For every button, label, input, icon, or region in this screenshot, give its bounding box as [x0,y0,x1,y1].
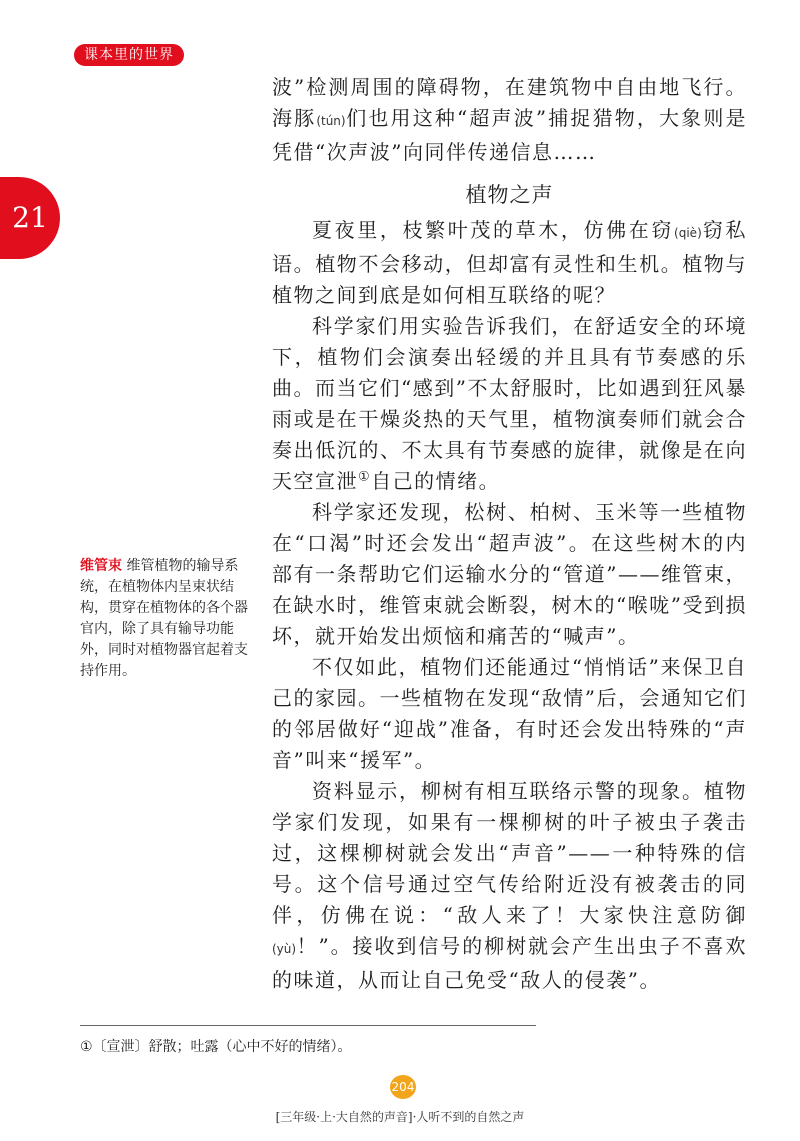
pinyin-annotation: (qiè) [674,226,702,240]
pinyin-annotation: (tún) [316,114,346,128]
paragraph-5: 资料显示，柳树有相互联络示警的现象。植物学家们发现，如果有一棵柳树的叶子被虫子袭击过，这棵柳树就会发出“声音”——一种特殊的信号。这个信号通过空气传给附近没有被袭击的同伴，仿佛在说：“敌人来了！大家快注意防御(yù)！”。接收到信号的柳树就会产生出虫子不喜欢的味道，从而让自己免受“敌人的侵袭”。 [272,779,747,992]
main-text [272,72,747,996]
pinyin-annotation: (yù) [272,942,297,956]
paragraph-2: 科学家们用实验告诉我们，在舒适安全的环境下，植物们会演奏出轻缓的并且具有节奏感的乐曲。而当它们“感到”不太舒服时，比如遇到狂风暴雨或是在干燥炎热的天气里，植物演奏师们就会合奏出低沉的、不太具有节奏感的旋律，就像是在向天空宣泄①自己的情绪。 [272,314,747,493]
margin-note-term: 维管束 [80,558,122,574]
chapter-number-tab: 21 [0,177,60,259]
footnote-marker: ① [358,469,372,485]
margin-note-text: 维管植物的输导系统，在植物体内呈束状结构，贯穿在植物体的各个器官内，除了具有输导功能外，同时对植物器官起着支持作用。 [80,558,248,679]
series-label: 课本里的世界 [74,44,184,66]
page-number-badge: 204 [390,1075,416,1099]
paragraph-3: 科学家还发现，松树、柏树、玉米等一些植物在“口渴”时还会发出“超声波”。在这些树木的内部有一条帮助它们运输水分的“管道”——维管束，在缺水时，维管束就会断裂，树木的“喉咙”受到损坏，就开始发出烦恼和痛苦的“喊声”。 [272,500,747,648]
section-title: 植物之声 [465,183,554,207]
paragraph-intro: 波”检测周围的障碍物，在建筑物中自由地飞行。海豚(tún)们也用这种“超声波”捕捉猎物，大象则是凭借“次声波”向同伴传递信息…… [272,75,747,164]
paragraph-4: 不仅如此，植物们还能通过“悄悄话”来保卫自己的家园。一些植物在发现“敌情”后，会通知它们的邻居做好“迎战”准备，有时还会发出特殊的“声音”叫来“援军”。 [272,655,747,772]
page-footer: [三年级·上·大自然的声音]·人听不到的自然之声 [275,1110,525,1124]
margin-note [80,556,250,682]
paragraph-1: 夏夜里，枝繁叶茂的草木，仿佛在窃(qiè)窃私语。植物不会移动，但却富有灵性和生机。植物与植物之间到底是如何相互联络的呢？ [272,218,748,307]
footnote-divider [80,1025,536,1026]
footnote: ①〔宣泄〕舒散；吐露（心中不好的情绪）。 [80,1039,352,1055]
